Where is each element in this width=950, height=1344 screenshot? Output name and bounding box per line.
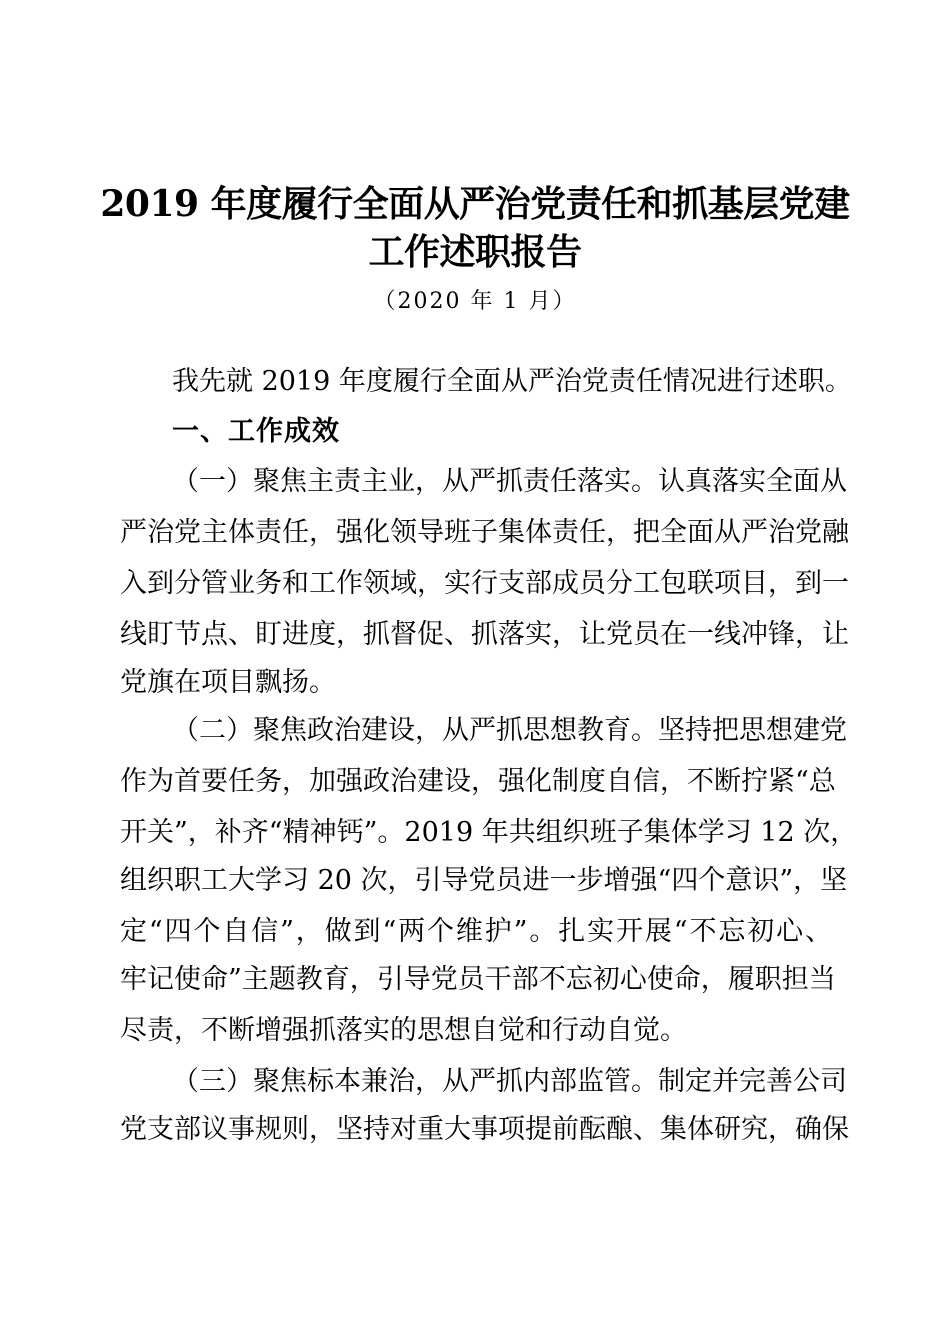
paragraph-2-line-3: 开关”，补齐“精神钙”。2019 年共组织班子集体学习 12 次， <box>120 817 858 848</box>
paragraph-2-line-2: 作为首要任务，加强政治建设，强化制度自信，不断拧紧“总 <box>120 766 836 797</box>
paragraph-2-line-1: （二）聚焦政治建设，从严抓思想教育。坚持把思想建党 <box>172 715 847 746</box>
paragraph-2-line-5: 定“四个自信”，做到“两个维护”。扎实开展“不忘初心、 <box>120 916 832 947</box>
intro-paragraph: 我先就 2019 年度履行全面从严治党责任情况进行述职。 <box>172 366 852 397</box>
report-title-line-1: 2019 年度履行全面从严治党责任和抓基层党建 <box>100 183 850 225</box>
paragraph-2-line-6: 牢记使命”主题教育，引导党员干部不忘初心使命，履职担当 <box>120 964 836 995</box>
report-title-line-2: 工作述职报告 <box>368 231 582 273</box>
paragraph-1-line-3: 入到分管业务和工作领域，实行支部成员分工包联项目，到一 <box>120 568 849 599</box>
paragraph-1-line-2: 严治党主体责任，强化领导班子集体责任，把全面从严治党融 <box>120 517 849 548</box>
paragraph-1-line-5: 党旗在项目飘扬。 <box>120 667 336 698</box>
paragraph-3-line-2: 党支部议事规则，坚持对重大事项提前酝酿、集体研究，确保 <box>120 1114 849 1145</box>
paragraph-2-line-4: 组织职工大学习 20 次，引导党员进一步增强“四个意识”，坚 <box>120 865 848 896</box>
paragraph-1-line-1: （一）聚焦主责主业，从严抓责任落实。认真落实全面从 <box>172 466 847 497</box>
section-heading: 一、工作成效 <box>172 416 340 447</box>
paragraph-3-line-1: （三）聚焦标本兼治，从严抓内部监管。制定并完善公司 <box>172 1066 847 1097</box>
report-date: （2020 年 1 月） <box>373 289 577 314</box>
paragraph-2-line-7: 尽责，不断增强抓落实的思想自觉和行动自觉。 <box>120 1015 687 1046</box>
paragraph-1-line-4: 线盯节点、盯进度，抓督促、抓落实，让党员在一线冲锋，让 <box>120 619 849 650</box>
